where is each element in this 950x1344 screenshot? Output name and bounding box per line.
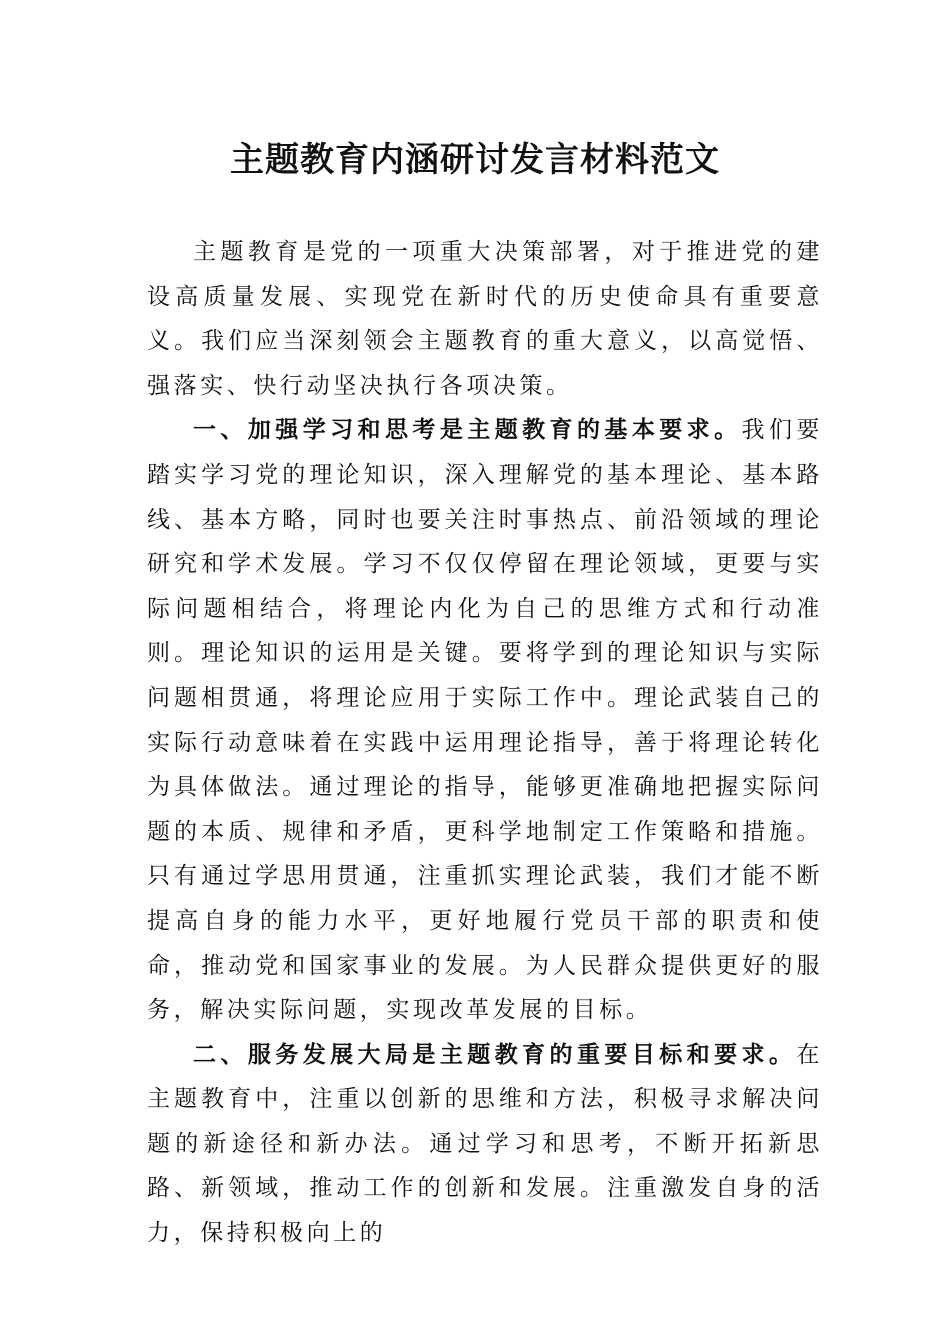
document-body xyxy=(147,230,823,1256)
section-1-heading: 一、加强学习和思考是主题教育的基本要求。 xyxy=(193,417,742,444)
section-1-paragraph xyxy=(147,408,823,1032)
section-2-heading: 二、服务发展大局是主题教育的重要目标和要求。 xyxy=(193,1041,797,1068)
intro-paragraph xyxy=(147,230,823,408)
paragraph-text: 主题教育是党的一项重大决策部署，对于推进党的建设高质量发展、实现党在新时代的历史使命具有重要意义。我们应当深刻领会主题教育的重大意义，以高觉悟、强落实、快行动坚决执行各项决策。 xyxy=(147,239,823,399)
document-title: 主题教育内涵研讨发言材料范文 xyxy=(230,140,720,180)
paragraph-text: 在主题教育中，注重以创新的思维和方法，积极寻求解决问题的新途径和新办法。通过学习和思考，不断开拓新思路、新领域，推动工作的创新和发展。注重激发自身的活力，保持积极向上的 xyxy=(147,1041,823,1247)
paragraph-text: 我们要踏实学习党的理论知识，深入理解党的基本理论、基本路线、基本方略，同时也要关注时事热点、前沿领域的理论研究和学术发展。学习不仅仅停留在理论领域，更要与实际问题相结合，将理论内化为自己的思维方式和行动准则。理论知识的运用是关键。要将学到的理论知识与实际问题相贯通，将理论应用于实际工作中。理论武装自己的实际行动意味着在实践中运用理论指导，善于将理论转化为具体做法。通过理论的指导，能够更准确地把握实际问题的本质、规律和矛盾，更科学地制定工作策略和措施。只有通过学思用贯通，注重抓实理论武装，我们才能不断提高自身的能力水平，更好地履行党员干部的职责和使命，推动党和国家事业的发展。为人民群众提供更好的服务，解决实际问题，实现改革发展的目标。 xyxy=(147,417,824,1024)
section-2-paragraph xyxy=(147,1033,823,1256)
